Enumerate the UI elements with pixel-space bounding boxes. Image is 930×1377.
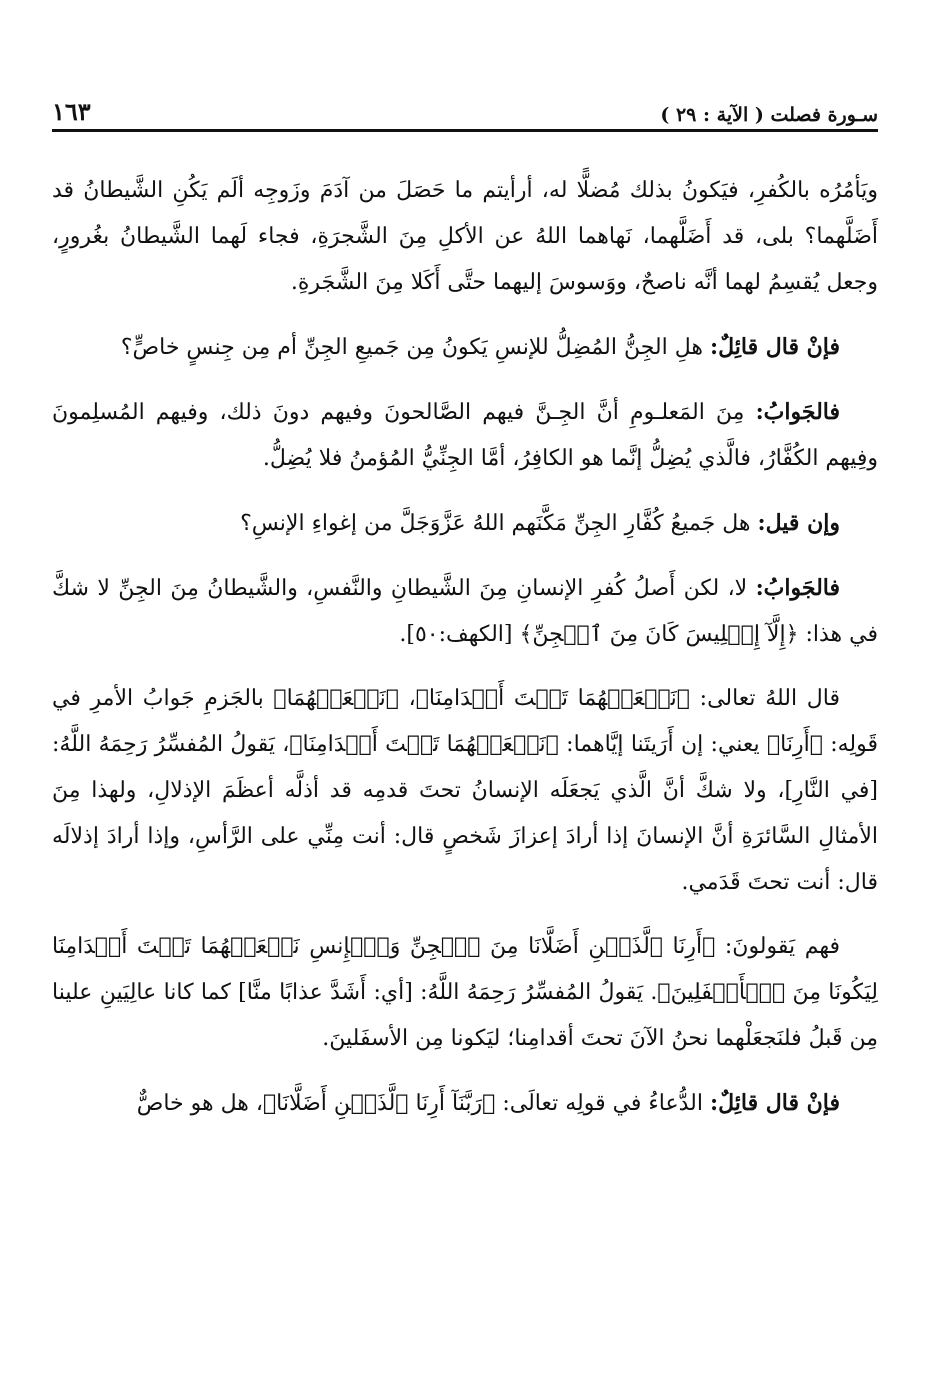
paragraph xyxy=(52,500,878,547)
paragraph xyxy=(52,676,878,906)
paragraph-lead: فإنْ قال قائِلٌ: xyxy=(709,334,840,360)
paragraph-lead: فالجَوابُ: xyxy=(755,575,840,601)
paragraph-text: فهم يَقولونَ: ﴿أَرِنَا ٱلَّذَيۡنِ أَضَلَّانَا مِنَ ٱلۡجِنِّ وَٱلۡإِنسِ نَجۡعَلۡهُمَا تَحۡتَ أَقۡدَامِنَا لِيَكُونَا مِنَ ٱلۡأَسۡفَلِينَ﴾. يَقولُ المُفسِّرُ رَحِمَهُ اللَّهُ: [أي: أَشَدَّ عذابًا منَّا] كما كانا عالِيَينِ علينا مِن قَبلُ فلنَجعَلْهما نحنُ الآنَ تحتَ أقدامِنا؛ ليَكونا مِن الأسفَلينَ. xyxy=(52,934,878,1051)
header-rule xyxy=(52,129,878,132)
page-body xyxy=(52,168,878,1145)
paragraph-text: هل جَميعُ كُفَّارِ الجِنِّ مَكَّنَهم اللهُ عَزَّوَجَلَّ من إغواءِ الإنسِ؟ xyxy=(240,511,758,536)
paragraph-text: الدُّعاءُ في قولِه تعالَى: ﴿رَبَّنَآ أَرِنَا ٱلَّذَيۡنِ أَضَلَّانَا﴾، هل هو خاصٌّ xyxy=(136,1091,710,1116)
paragraph xyxy=(52,389,878,482)
paragraph xyxy=(52,565,878,658)
paragraph xyxy=(52,1080,878,1127)
paragraph-lead: وإن قيل: xyxy=(757,510,840,536)
paragraph-lead: فإنْ قال قائِلٌ: xyxy=(709,1090,840,1116)
paragraph-text: لا، لكن أَصلُ كُفرِ الإنسانِ مِنَ الشَّيطانِ والنَّفسِ، والشَّيطانُ مِنَ الجِنِّ لا شكَّ في هذا: ﴿إِلَّآ إِبۡلِيسَ كَانَ مِنَ ٱلۡجِنِّ﴾ [الكهف:٥٠]. xyxy=(52,576,878,647)
surah-title: سـورة فصلت ( الآية : ٢٩ ) xyxy=(660,104,878,126)
paragraph xyxy=(52,924,878,1062)
paragraph xyxy=(52,324,878,371)
paragraph xyxy=(52,168,878,306)
paragraph-text: قال اللهُ تعالى: ﴿نَجۡعَلۡهُمَا تَحۡتَ أَقۡدَامِنَا﴾، ﴿نَجۡعَلۡهُمَا﴾ بالجَزمِ جَوابُ الأمرِ في قَولِه: ﴿أَرِنَا﴾ يعني: إن أَرَيتَنا إيَّاهما: ﴿نَجۡعَلۡهُمَا تَحۡتَ أَقۡدَامِنَا﴾، يَقولُ المُفسِّرُ رَحِمَهُ اللَّهُ: [في النَّارِ]، ولا شكَّ أنَّ الَّذي يَجعَلَه الإنسانُ تحتَ قدمِه قد أذلَّه أعظَمَ الإذلالِ، ولهذا مِنَ الأمثالِ السَّائرَةِ أنَّ الإنسانَ إذا أرادَ إعزازَ شَخصٍ قال: أنت مِنِّي على الرَّأسِ، وإذا أرادَ إذلالَه قال: أنت تحتَ قَدَمي. xyxy=(52,686,878,895)
running-header xyxy=(52,96,878,126)
paragraph-text: ويَأمُرُه بالكُفرِ، فيَكونُ بذلك مُضلًّا له، أرأيتم ما حَصَلَ من آدَمَ وزَوجِه ألَم يَكُنِ الشَّيطانُ قد أَضَلَّهما؟ بلى، قد أَضَلَّهما، نَهاهما اللهُ عن الأكلِ مِنَ الشَّجرَةِ، فجاء لَهما الشَّيطانُ بغُرورٍ، وجعل يُقسِمُ لهما أنَّه ناصحٌ، ووَسوسَ إليهما حتَّى أَكَلا مِنَ الشَّجَرةِ. xyxy=(52,178,878,295)
paragraph-lead: فالجَوابُ: xyxy=(755,399,840,425)
page-number: ١٦٣ xyxy=(52,97,91,126)
paragraph-text: هلِ الجِنُّ المُضِلُّ للإنسِ يَكونُ مِن جَميعِ الجِنِّ أم مِن جِنسٍ خاصٍّ؟ xyxy=(120,335,710,360)
paragraph-text: مِنَ المَعلـومِ أنَّ الجِـنَّ فيهم الصَّالحونَ وفيهم دونَ ذلك، وفيهم المُسلِمونَ وفِيهم الكُفَّارُ، فالَّذي يُضِلُّ إنَّما هو الكافِرُ، أمَّا الجِنِّيُّ المُؤمنُ فلا يُضِلُّ. xyxy=(52,400,878,471)
